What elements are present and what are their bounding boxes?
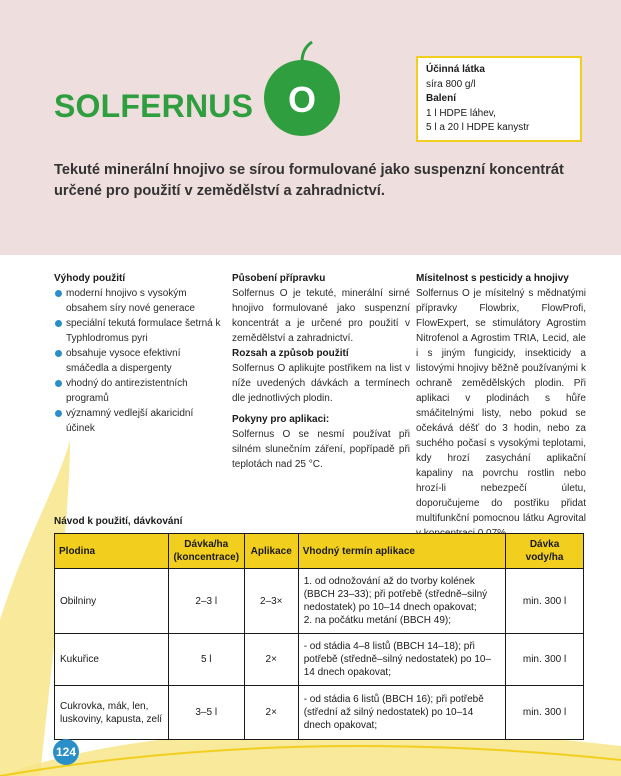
instructions-title: Pokyny pro aplikaci: bbox=[232, 414, 330, 425]
cell-crop: Kukuřice bbox=[55, 634, 169, 686]
benefit-item: speciální tekutá formulace šetrná k Typhlodromus pyri bbox=[54, 316, 224, 346]
header-applications: Aplikace bbox=[244, 534, 298, 569]
benefits-list bbox=[54, 286, 224, 436]
cell-dose: 5 l bbox=[168, 634, 244, 686]
cell-dose: 2–3 l bbox=[168, 569, 244, 634]
cell-term: - od stádia 6 listů (BBCH 16); při potřebě (střední až silný nedostatek) po 10–14 dnech opakovat; bbox=[298, 686, 505, 740]
active-ingredient-value: síra 800 g/l bbox=[426, 78, 476, 90]
packaging-line: 1 l HDPE láhev, bbox=[426, 107, 496, 119]
cell-crop: Cukrovka, mák, len, luskoviny, kapusta, zelí bbox=[55, 686, 169, 740]
cell-applications: 2× bbox=[244, 686, 298, 740]
miscibility-title: Mísitelnost s pesticidy a hnojivy bbox=[416, 273, 569, 284]
cell-water: min. 300 l bbox=[506, 686, 584, 740]
table-title: Návod k použití, dávkování bbox=[54, 516, 183, 527]
benefit-item: významný vedlejší akaricidní účinek bbox=[54, 406, 224, 436]
apple-logo-icon bbox=[262, 40, 342, 140]
action-column bbox=[232, 271, 410, 472]
header-crop: Plodina bbox=[55, 534, 169, 569]
miscibility-column bbox=[416, 271, 586, 541]
benefits-column bbox=[54, 271, 224, 436]
header-term: Vhodný termín aplikace bbox=[298, 534, 505, 569]
benefits-title: Výhody použití bbox=[54, 273, 126, 284]
scope-text: Solfernus O aplikujte postřikem na list v níže uvedených dávkách a termínech dle jednotlivých plodin. bbox=[232, 363, 410, 404]
page-number: 124 bbox=[53, 739, 79, 765]
headline-line: Tekuté minerální hnojivo se sírou formulované jako suspenzní koncentrát bbox=[54, 162, 564, 178]
action-title: Působení přípravku bbox=[232, 273, 326, 284]
table-row bbox=[55, 569, 584, 634]
benefit-item: vhodný do antirezistentních programů bbox=[54, 376, 224, 406]
header-water: Dávka vody/ha bbox=[506, 534, 584, 569]
cell-crop: Obilniny bbox=[55, 569, 169, 634]
table-row bbox=[55, 634, 584, 686]
miscibility-text: Solfernus O je mísitelný s mědnatými přípravky Flowbrix, FlowProfi, FlowExpert, se stimulátory Agrostim Nitrofenol a Agrostim TRIA, Lecid, ale i s jiným fungicidy, insekticidy a listovými hnojivy běžně používanými k ochraně zemědělských plodin. Při aplikaci v plodinách s hůře smáčitelnými listy, nebo pokud se očekává déšť do 3 hodin, nebo za suchého počasí s vysokými teplotami, kdy hrozí zasychání aplikační kapaliny na povrchu rostlin nebo hrozí-li nebezpečí úletu, doporučujeme do postřiku přidat multifunkční pomocnou látku Agrovital bbox=[416, 288, 586, 524]
scope-title: Rozsah a způsob použití bbox=[232, 348, 349, 359]
cell-applications: 2× bbox=[244, 634, 298, 686]
cell-applications: 2–3× bbox=[244, 569, 298, 634]
packaging-line: 5 l a 20 l HDPE kanystr bbox=[426, 122, 530, 133]
info-box bbox=[416, 56, 582, 142]
active-ingredient-label: Účinná látka bbox=[426, 64, 485, 75]
benefit-item: obsahuje vysoce efektivní smáčedla a dispergenty bbox=[54, 346, 224, 376]
headline bbox=[54, 160, 584, 202]
cell-water: min. 300 l bbox=[506, 634, 584, 686]
cell-term: 1. od odnožování až do tvorby kolének (BBCH 23–33); při potřebě (středně–silný nedostatek) po 10–14 dnech opakovat; 2. na počátku metání (BBCH 49); bbox=[298, 569, 505, 634]
table-header-row bbox=[55, 534, 584, 569]
headline-line: určené pro použití v zemědělství a zahradnictví. bbox=[54, 183, 385, 199]
table-row bbox=[55, 686, 584, 740]
benefit-item: moderní hnojivo s vysokým obsahem síry nové generace bbox=[54, 286, 224, 316]
cell-dose: 3–5 l bbox=[168, 686, 244, 740]
action-text: Solfernus O je tekuté, minerální sirné hnojivo formulované jako suspenzní koncentrát a je určené pro použití v zemědělství a zahradnictví. bbox=[232, 288, 410, 344]
brand-badge-letter: O bbox=[287, 79, 317, 120]
cell-term: - od stádia 4–8 listů (BBCH 14–18); při potřebě (středně–silný nedostatek) po 10–14 dnech opakovat; bbox=[298, 634, 505, 686]
dosage-table bbox=[54, 533, 584, 740]
instructions-text: Solfernus O se nesmí používat při silném slunečním záření, popřípadě při teplotách nad 25 °C. bbox=[232, 429, 410, 470]
brand-name: SOLFERNUS bbox=[54, 88, 254, 124]
cell-water: min. 300 l bbox=[506, 569, 584, 634]
header-dose: Dávka/ha (koncentrace) bbox=[168, 534, 244, 569]
packaging-label: Balení bbox=[426, 93, 457, 104]
